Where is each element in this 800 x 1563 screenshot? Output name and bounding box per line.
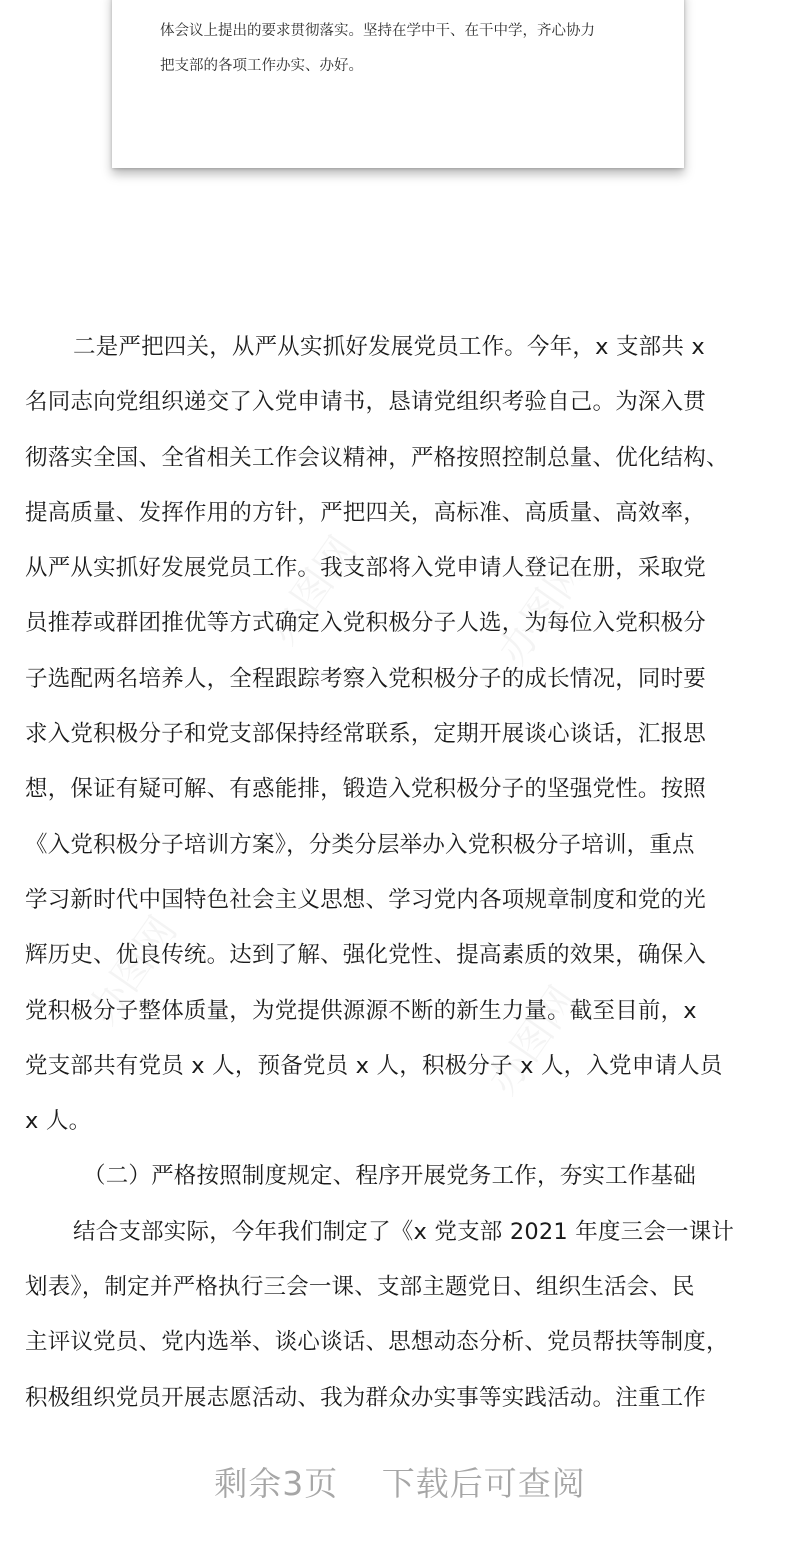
paragraph-line: 二是严把四关，从严从实抓好发展党员工作。今年，x 支部共 x xyxy=(73,334,705,360)
paragraph-line: 想，保证有疑可解、有惑能排，锻造入党积极分子的坚强党性。按照 xyxy=(25,776,707,803)
previous-page-preview xyxy=(112,0,684,168)
preview-text xyxy=(160,14,650,84)
paragraph-line: 《入党积极分子培训方案》，分类分层举办入党积极分子培训，重点 xyxy=(25,831,695,858)
paragraph-line: 从严从实抓好发展党员工作。我支部将入党申请人登记在册，采取党 xyxy=(25,555,707,582)
paragraph-line: 学习新时代中国特色社会主义思想、学习党内各项规章制度和党的光 xyxy=(25,886,707,913)
paragraph-line: 党积极分子整体质量，为党提供源源不断的新生力量。截至目前，x xyxy=(25,997,697,1024)
paragraph-line: 辉历史、优良传统。达到了解、强化党性、提高素质的效果，确保入 xyxy=(25,942,707,969)
paragraph-line: x 人。 xyxy=(25,1108,92,1135)
paragraph-line: 员推荐或群团推优等方式确定入党积极分子人选，为每位入党积极分 xyxy=(25,610,707,637)
paragraph-line: 主评议党员、党内选举、谈心谈话、思想动态分析、党员帮扶等制度， xyxy=(25,1329,729,1356)
download-to-view-label[interactable]: 下载后可查阅 xyxy=(381,1464,586,1503)
paragraph-line: 名同志向党组织递交了入党申请书，恳请党组织考验自己。为深入贯 xyxy=(25,389,707,416)
download-prompt[interactable] xyxy=(0,1458,800,1505)
paragraph-line: 积极组织党员开展志愿活动、我为群众办实事等实践活动。注重工作 xyxy=(25,1384,707,1411)
preview-line: 体会议上提出的要求贯彻落实。坚持在学中干、在干中学，齐心协力 xyxy=(160,23,595,39)
section-heading: （二）严格按照制度规定、程序开展党务工作，夯实工作基础 xyxy=(83,1163,696,1190)
paragraph-line: 提高质量、发挥作用的方针，严把四关，高标准、高质量、高效率， xyxy=(25,499,707,526)
paragraph-line: 子选配两名培养人，全程跟踪考察入党积极分子的成长情况，同时要 xyxy=(25,665,707,692)
paragraph-line: 划表》，制定并严格执行三会一课、支部主题党日、组织生活会、民 xyxy=(25,1274,695,1301)
paragraph-line: 彻落实全国、全省相关工作会议精神，严格按照控制总量、优化结构、 xyxy=(25,444,729,471)
paragraph-line: 结合支部实际，今年我们制定了《x 党支部 2021 年度三会一课计 xyxy=(73,1218,735,1245)
remaining-pages-label: 剩余3页 xyxy=(214,1464,339,1503)
preview-line: 把支部的各项工作办实、办好。 xyxy=(160,58,363,74)
paragraph-line: 求入党积极分子和党支部保持经常联系，定期开展谈心谈话，汇报思 xyxy=(25,721,707,748)
paragraph-line: 党支部共有党员 x 人，预备党员 x 人，积极分子 x 人，入党申请人员 xyxy=(25,1052,723,1079)
document-body xyxy=(25,320,775,1426)
